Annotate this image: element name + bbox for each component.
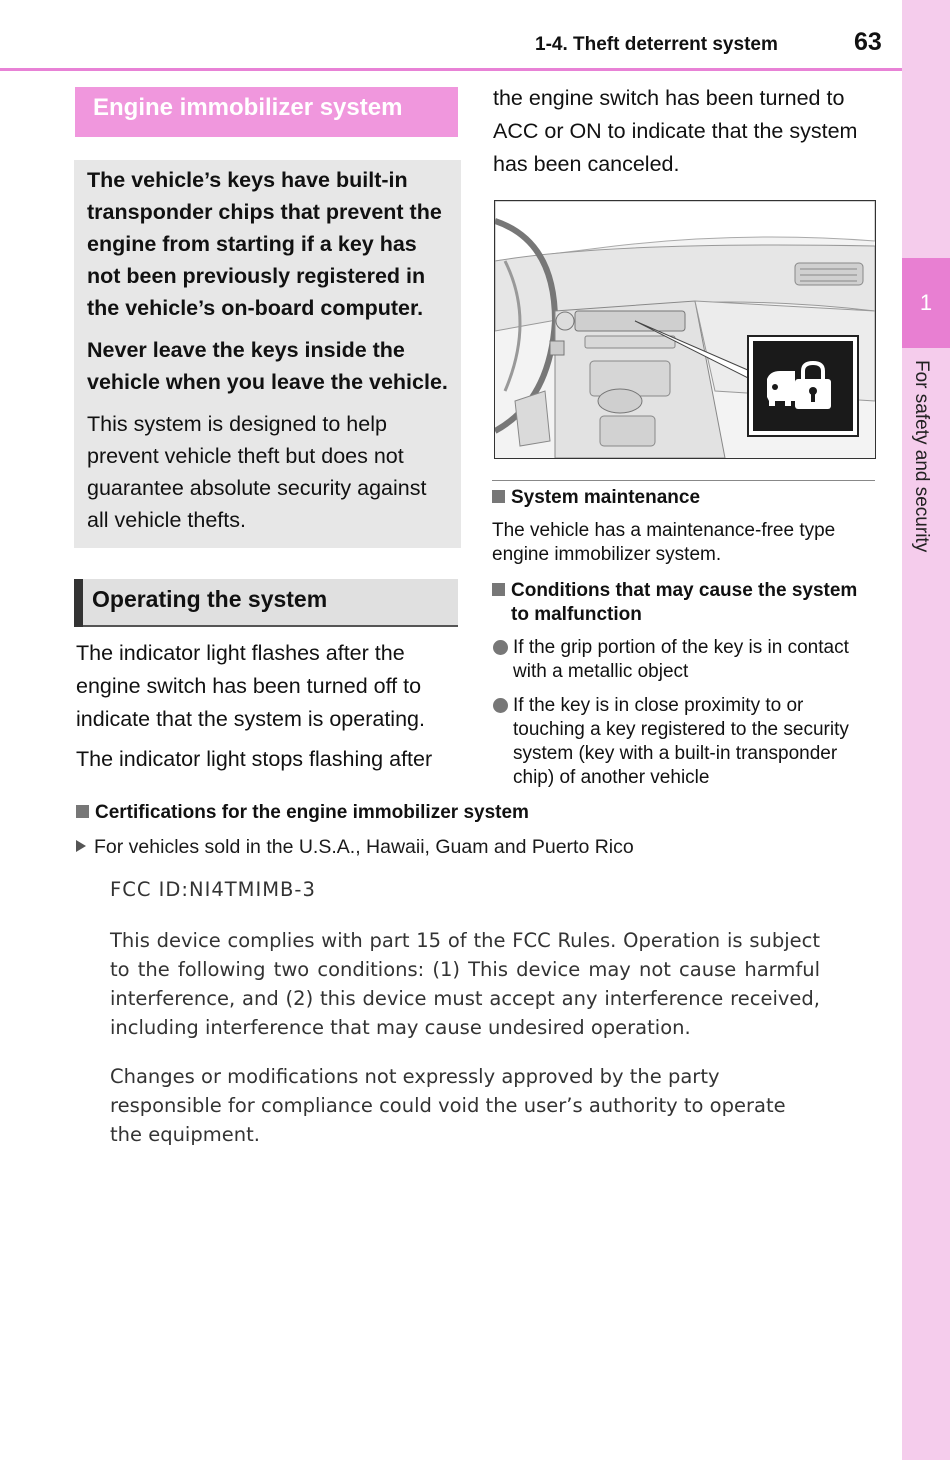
operating-paragraph-2-cont: the engine switch has been turned to ACC or ON to indicate that the system has been canceled.: [493, 86, 858, 176]
chapter-label: For safety and security: [911, 360, 932, 553]
fcc-id: FCC ID:NI4TMIMB-3: [110, 878, 316, 901]
list-item-text: If the grip portion of the key is in contact with a metallic object: [513, 637, 849, 682]
dashboard-illustration: [494, 200, 876, 459]
conditions-heading: [492, 579, 877, 627]
square-bullet-icon: [76, 805, 89, 818]
intro-paragraph: The vehicle’s keys have built-in transponder chips that prevent the engine from starting if a key has not been previously registered in the vehicle’s on-board computer.: [87, 168, 442, 320]
system-maintenance-text: The vehicle has a maintenance-free type engine immobilizer system.: [492, 520, 836, 565]
operating-heading: [74, 579, 458, 627]
intro-box: [74, 160, 461, 548]
fcc-modification-notice: Changes or modifications not expressly approved by the party responsible for compliance could void the user’s authority to operate the equipment.: [110, 1065, 786, 1146]
page-number: 63: [854, 28, 882, 56]
intro-note-paragraph: This system is designed to help prevent vehicle theft but does not guarantee absolute security against all vehicle thefts.: [87, 412, 427, 532]
bullet-dot-icon: [493, 640, 508, 655]
header-rule: [0, 68, 902, 71]
operating-heading-text: Operating the system: [92, 586, 328, 612]
heading-marker-bar: [74, 579, 83, 627]
chapter-label-wrap: [902, 360, 950, 620]
operating-paragraph-2: The indicator light stops flashing after: [76, 747, 433, 771]
square-bullet-icon: [492, 583, 505, 596]
square-bullet-icon: [492, 490, 505, 503]
fcc-statement: This device complies with part 15 of the FCC Rules. Operation is subject to the following two conditions: (1) This device may not cause harmful interference, and (2) this device must accept any interference received, including interference that may cause undesired operation.: [110, 929, 820, 1039]
section-title: 1-4. Theft deterrent system: [535, 34, 778, 55]
triangle-bullet-icon: [76, 840, 86, 852]
warning-paragraph: Never leave the keys inside the vehicle when you leave the vehicle.: [87, 338, 448, 394]
system-maintenance-heading: [492, 486, 872, 510]
list-item-text: If the key is in close proximity to or touching a key registered to the security system (key with a built-in transponder chip) of another vehicle: [513, 695, 849, 788]
operating-paragraph-1: The indicator light flashes after the engine switch has been turned off to indicate that the system is operating.: [76, 641, 425, 731]
certification-heading: [76, 801, 876, 825]
side-strip: [902, 0, 950, 1460]
certification-subheading: [76, 834, 876, 860]
certification-subheading-text: For vehicles sold in the U.S.A., Hawaii, Guam and Puerto Rico: [94, 836, 634, 858]
column-divider: [492, 480, 875, 481]
conditions-heading-text: Conditions that may cause the system to malfunction: [511, 580, 858, 625]
list-item: [513, 694, 878, 790]
certification-heading-text: Certifications for the engine immobilizer system: [95, 802, 529, 823]
immobilizer-heading: [75, 87, 458, 137]
system-maintenance-heading-text: System maintenance: [511, 487, 701, 508]
bullet-dot-icon: [493, 698, 508, 713]
immobilizer-heading-text: Engine immobilizer system: [93, 94, 403, 121]
dashboard-drawing: [495, 201, 875, 458]
list-item: [513, 636, 878, 684]
chapter-number: 1: [919, 290, 933, 315]
